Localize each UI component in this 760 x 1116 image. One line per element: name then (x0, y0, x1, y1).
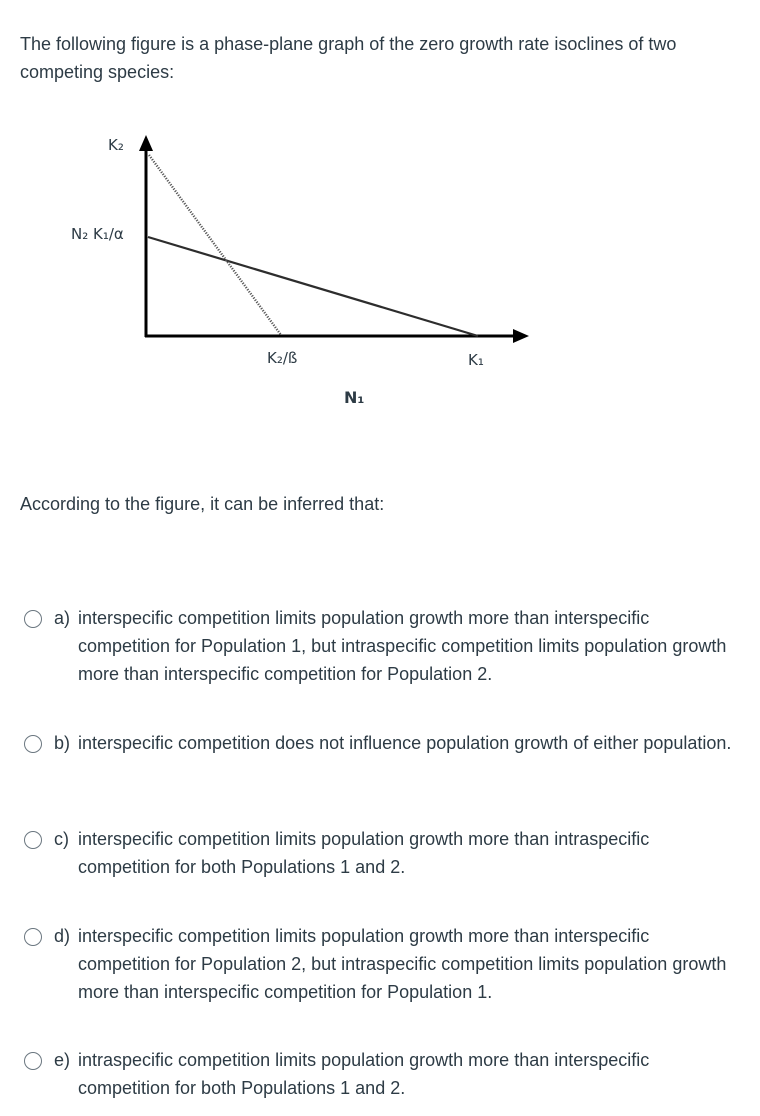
option-e-letter: e) (54, 1050, 71, 1070)
inferred-prompt: According to the figure, it can be inferred that: (20, 494, 385, 514)
option-a[interactable] (24, 609, 734, 688)
option-a-radio[interactable] (24, 610, 42, 628)
option-d-radio[interactable] (24, 928, 42, 946)
n1-axis-label: N₁ (344, 388, 365, 407)
option-e-text: intraspecific competition limits population growth more than interspecific competition for both Populations 1 and 2. (78, 1050, 650, 1098)
k1-x-label: K₁ (468, 351, 484, 369)
option-d-text: interspecific competition limits population growth more than interspecific competition for Population 2, but intraspecific competition limits population growth more than interspecific competition for Population 1. (78, 926, 727, 1002)
option-c-radio[interactable] (24, 831, 42, 849)
option-c-text: interspecific competition limits population growth more than intraspecific competition for both Populations 1 and 2. (78, 829, 650, 877)
phase-plane-figure (0, 120, 760, 420)
option-e-radio[interactable] (24, 1052, 42, 1070)
k2-beta-label: K₂/ß (267, 349, 298, 367)
option-d[interactable] (24, 927, 734, 1006)
n2-axis-arrowhead (139, 135, 153, 151)
phase-plane-graph (0, 120, 760, 420)
isocline-species-2 (149, 155, 281, 335)
question-prompt: The following figure is a phase-plane graph of the zero growth rate isoclines of two competing species: (20, 34, 677, 82)
option-e[interactable] (24, 1051, 734, 1102)
option-b-radio[interactable] (24, 735, 42, 753)
k2-y-label: K₂ (108, 136, 124, 154)
option-c[interactable] (24, 830, 734, 881)
option-b-text: interspecific competition does not influence population growth of either population. (78, 733, 732, 753)
option-a-text: interspecific competition limits population growth more than interspecific competition for Population 1, but intraspecific competition limits population growth more than interspecific competition for Population 2. (78, 608, 727, 684)
n1-axis-arrowhead (513, 329, 529, 343)
option-b-letter: b) (54, 733, 71, 753)
option-a-letter: a) (54, 608, 71, 628)
option-d-letter: d) (54, 926, 71, 946)
option-b[interactable] (24, 734, 734, 757)
option-c-letter: c) (54, 829, 69, 849)
isocline-species-1 (148, 237, 478, 336)
n2-k1-alpha-label: N₂ K₁/α (71, 225, 124, 243)
